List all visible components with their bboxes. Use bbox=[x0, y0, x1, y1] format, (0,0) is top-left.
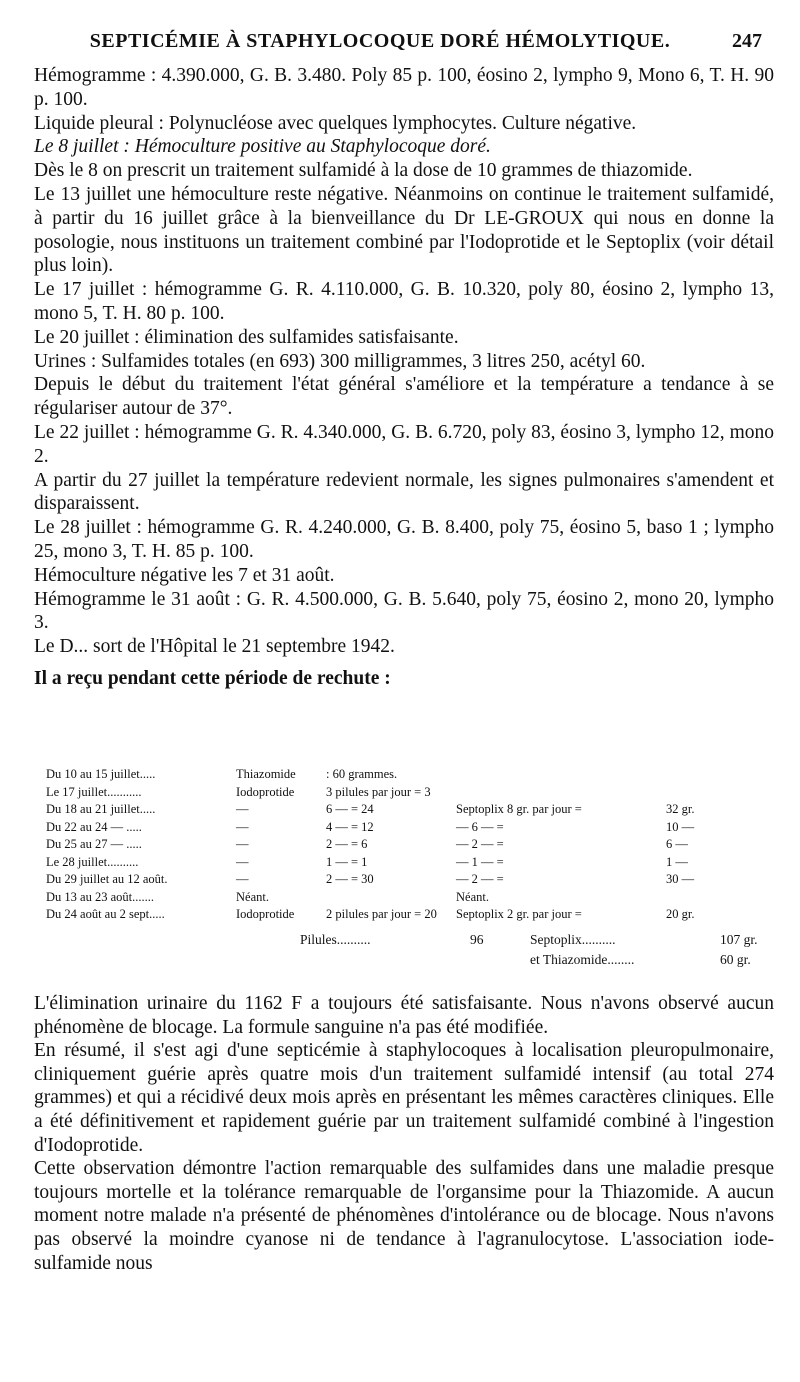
schedule-drug-2 bbox=[456, 766, 666, 784]
paragraph-resume: En résumé, il s'est agi d'une septicémie à staphylocoques à localisation pleuropulmonaire, cliniquement guérie après quatre mois d'un traitement sulfamidé intensif (au total 274 grammes) et qui a récidivé deux mois après en présentant les mêmes caractères cliniques. Elle a été définitivement et rapidement guérie par un traitement sulfamidé combiné à l'ingestion d'Iodoprotide. bbox=[34, 1040, 774, 1156]
schedule-row bbox=[46, 836, 776, 854]
schedule-amount-2: 20 gr. bbox=[666, 907, 695, 921]
paragraph-hemogramme-1: Hémogramme : 4.390.000, G. B. 3.480. Poly 85 p. 100, éosino 2, lympho 9, Mono 6, T. H. 90 p. 100. bbox=[34, 65, 774, 110]
schedule-period: Le 17 juillet........... bbox=[46, 784, 142, 799]
thiazomide-label: et Thiazomide........ bbox=[530, 952, 635, 967]
schedule-drug-2: Septoplix 8 gr. par jour = bbox=[456, 802, 582, 816]
paragraph-hemoculture-aout: Hémoculture négative les 7 et 31 août. bbox=[34, 564, 335, 586]
paragraph-urines: Urines : Sulfamides totales (en 693) 300 milligrammes, 3 litres 250, acétyl 60. bbox=[34, 350, 646, 372]
schedule-period: Du 13 au 23 août....... bbox=[46, 889, 154, 904]
paragraph-elimination-urinaire: L'élimination urinaire du 1162 F a toujours été satisfaisante. Nous n'avons observé aucun phénomène de blocage. La formule sanguine n'a pas été modifiée. bbox=[34, 993, 774, 1038]
schedule-period: Du 22 au 24 — ..... bbox=[46, 819, 142, 834]
thiazomide-value: 60 gr. bbox=[720, 952, 751, 967]
schedule-amount-2: 6 — bbox=[666, 837, 688, 851]
schedule-drug-1: — bbox=[236, 802, 249, 816]
paragraph-28-juillet: Le 28 juillet : hémogramme G. R. 4.240.000, G. B. 8.400, poly 75, éosino 5, baso 1 ; lympho 25, mono 3, T. H. 85 p. 100. bbox=[34, 517, 774, 562]
schedule-amount-2: 30 — bbox=[666, 872, 695, 886]
closing-text bbox=[34, 992, 774, 1275]
schedule-period: Du 24 août au 2 sept..... bbox=[46, 907, 165, 921]
schedule-period: Du 29 juillet au 12 août. bbox=[46, 872, 168, 886]
paragraph-8-juillet: Le 8 juillet : Hémoculture positive au Staphylocoque doré. bbox=[34, 136, 491, 158]
septoplix-label: Septoplix.......... bbox=[530, 932, 616, 947]
schedule-amount-1: 3 pilules par jour = 3 bbox=[326, 784, 431, 799]
schedule-row bbox=[46, 871, 776, 889]
schedule-drug-1: Néant. bbox=[236, 889, 269, 904]
totals-row-1 bbox=[300, 930, 780, 950]
schedule-drug-1: — bbox=[236, 837, 249, 851]
treatment-schedule bbox=[46, 766, 776, 924]
schedule-row bbox=[46, 784, 776, 802]
schedule-drug-2: — 2 — = bbox=[456, 872, 504, 886]
schedule-period: Du 10 au 15 juillet..... bbox=[46, 767, 156, 781]
schedule-amount-1: 1 — = 1 bbox=[326, 854, 368, 869]
schedule-drug-2: Septoplix 2 gr. par jour = bbox=[456, 907, 582, 921]
schedule-amount-1 bbox=[326, 889, 456, 907]
schedule-amount-1: 2 — = 30 bbox=[326, 872, 374, 886]
schedule-amount-2: 10 — bbox=[666, 819, 695, 834]
schedule-row bbox=[46, 889, 776, 907]
schedule-period: Du 18 au 21 juillet..... bbox=[46, 802, 156, 816]
paragraph-etat-general: Depuis le début du traitement l'état général s'améliore et la température a tendance à se régulariser autour de 37°. bbox=[34, 374, 774, 420]
septoplix-value: 107 gr. bbox=[720, 932, 758, 947]
pilules-value: 96 bbox=[470, 932, 484, 947]
case-report-body bbox=[34, 64, 774, 691]
schedule-drug-1: — bbox=[236, 872, 249, 886]
paragraph-observation: Cette observation démontre l'action remarquable des sulfamides dans une maladie presque toujours mortelle et la tolérance remarquable de l'organsime pour la Thiazomide. A aucun moment notre malade n'a présenté de phénomènes d'intolérance ou de blocage. Nous n'avons pas observé la moindre cyanose ni de tendance à l'agranulocytose. L'association iode-sulfamide nous bbox=[34, 1158, 774, 1274]
schedule-drug-2: — 2 — = bbox=[456, 837, 504, 851]
schedule-amount-1: 4 — = 12 bbox=[326, 819, 374, 834]
schedule-drug-1: Iodoprotide bbox=[236, 907, 295, 921]
paragraph-27-juillet: A partir du 27 juillet la température redevient normale, les signes pulmonaires s'amendent et disparaissent. bbox=[34, 469, 774, 515]
paragraph-20-juillet: Le 20 juillet : élimination des sulfamides satisfaisante. bbox=[34, 326, 459, 348]
paragraph-traitement-sulfamide: Dès le 8 on prescrit un traitement sulfamidé à la dose de 10 grammes de thiazomide. bbox=[34, 160, 693, 182]
schedule-amount-2 bbox=[666, 889, 766, 907]
rechute-heading: Il a reçu pendant cette période de rechute : bbox=[34, 667, 391, 689]
page-header bbox=[0, 30, 800, 60]
schedule-period: Le 28 juillet.......... bbox=[46, 854, 139, 869]
paragraph-13-juillet: Le 13 juillet une hémoculture reste négative. Néanmoins on continue le traitement sulfamidé, à partir du 16 juillet grâce à la bienveillance du Dr LE-GROUX qui nous en donne la posologie, nous instituons un traitement combiné par l'Iodoprotide et le Septoplix (voir détail plus loin). bbox=[34, 183, 774, 277]
schedule-drug-1: — bbox=[236, 854, 249, 869]
schedule-amount-2 bbox=[666, 784, 766, 802]
schedule-row bbox=[46, 854, 776, 872]
schedule-row bbox=[46, 819, 776, 837]
schedule-amount-1: 6 — = 24 bbox=[326, 802, 374, 816]
totals-row-2 bbox=[300, 950, 780, 970]
paragraph-22-juillet: Le 22 juillet : hémogramme G. R. 4.340.000, G. B. 6.720, poly 83, éosino 3, lympho 12, mono 2. bbox=[34, 421, 774, 467]
schedule-drug-2: Néant. bbox=[456, 889, 489, 904]
schedule-amount-2: 1 — bbox=[666, 854, 688, 869]
schedule-drug-2 bbox=[456, 784, 666, 802]
schedule-drug-2: — 6 — = bbox=[456, 819, 504, 834]
schedule-amount-1: : 60 grammes. bbox=[326, 767, 398, 781]
schedule-period: Du 25 au 27 — ..... bbox=[46, 837, 142, 851]
schedule-amount-1: 2 — = 6 bbox=[326, 837, 368, 851]
schedule-row bbox=[46, 801, 776, 819]
pilules-label: Pilules.......... bbox=[300, 932, 371, 947]
schedule-drug-1: — bbox=[236, 819, 249, 834]
schedule-row bbox=[46, 906, 776, 924]
page-number: 247 bbox=[732, 30, 762, 52]
paragraph-17-juillet: Le 17 juillet : hémogramme G. R. 4.110.000, G. B. 10.320, poly 80, éosino 2, lympho 13, mono 5, T. H. 80 p. 100. bbox=[34, 279, 774, 324]
running-title: SEPTICÉMIE À STAPHYLOCOQUE DORÉ HÉMOLYTIQUE. bbox=[89, 30, 671, 52]
schedule-amount-2: 32 gr. bbox=[666, 802, 695, 816]
paragraph-liquide-pleural: Liquide pleural : Polynucléose avec quelques lymphocytes. Culture négative. bbox=[34, 112, 637, 134]
schedule-drug-2: — 1 — = bbox=[456, 854, 504, 869]
paragraph-31-aout: Hémogramme le 31 août : G. R. 4.500.000, G. B. 5.640, poly 75, éosino 2, mono 20, lympho 3. bbox=[34, 588, 774, 634]
schedule-row bbox=[46, 766, 776, 784]
schedule-amount-2 bbox=[666, 766, 766, 784]
schedule-drug-1: Iodoprotide bbox=[236, 784, 295, 799]
schedule-drug-1: Thiazomide bbox=[236, 767, 296, 781]
paragraph-sortie-hopital: Le D... sort de l'Hôpital le 21 septembre 1942. bbox=[34, 636, 395, 658]
schedule-amount-1: 2 pilules par jour = 20 bbox=[326, 907, 437, 921]
treatment-totals bbox=[300, 930, 780, 970]
